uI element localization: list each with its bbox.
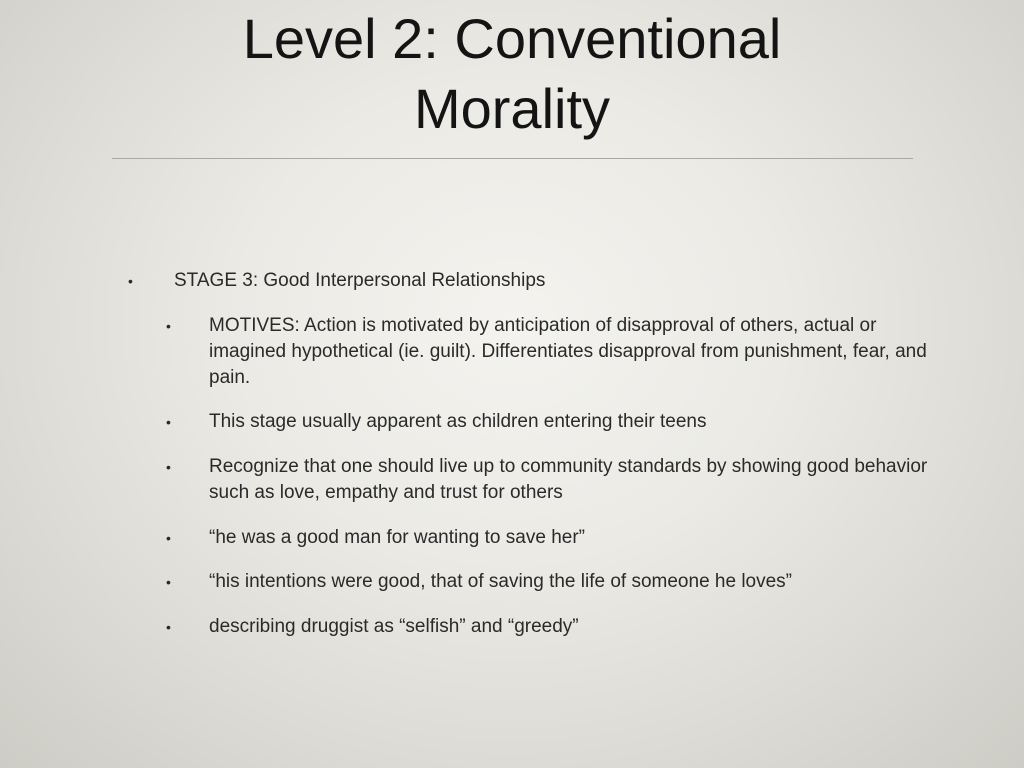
list-item-text: “his intentions were good, that of saving the life of someone he loves” (209, 571, 793, 592)
bullet-marker: • (166, 574, 171, 590)
list-item-text: This stage usually apparent as children entering their teens (209, 411, 707, 432)
slide-title-line-2: Morality (413, 77, 611, 140)
list-item-text: describing druggist as “selfish” and “greedy” (209, 616, 579, 637)
list-item-text: MOTIVES: Action is motivated by anticipation of disapproval of others, actual or imagined hypothetical (ie. guilt). Differentiates disapproval from punishment, fear, and pain. (209, 315, 927, 388)
slide-title-line-1: Level 2: Conventional (242, 7, 782, 70)
title-divider (112, 158, 913, 159)
bullet-marker: • (166, 459, 171, 475)
bullet-marker: • (166, 414, 171, 430)
slide-title (112, 4, 912, 144)
list-item-text: “he was a good man for wanting to save her” (209, 527, 585, 548)
bullet-marker: • (166, 530, 171, 546)
stage-heading: STAGE 3: Good Interpersonal Relationships (174, 270, 546, 291)
bullet-marker: • (166, 619, 171, 635)
list-item-text: Recognize that one should live up to community standards by showing good behavior such as love, empathy and trust for others (209, 456, 928, 503)
bullet-marker: • (166, 318, 171, 334)
bullet-marker: • (128, 273, 133, 289)
